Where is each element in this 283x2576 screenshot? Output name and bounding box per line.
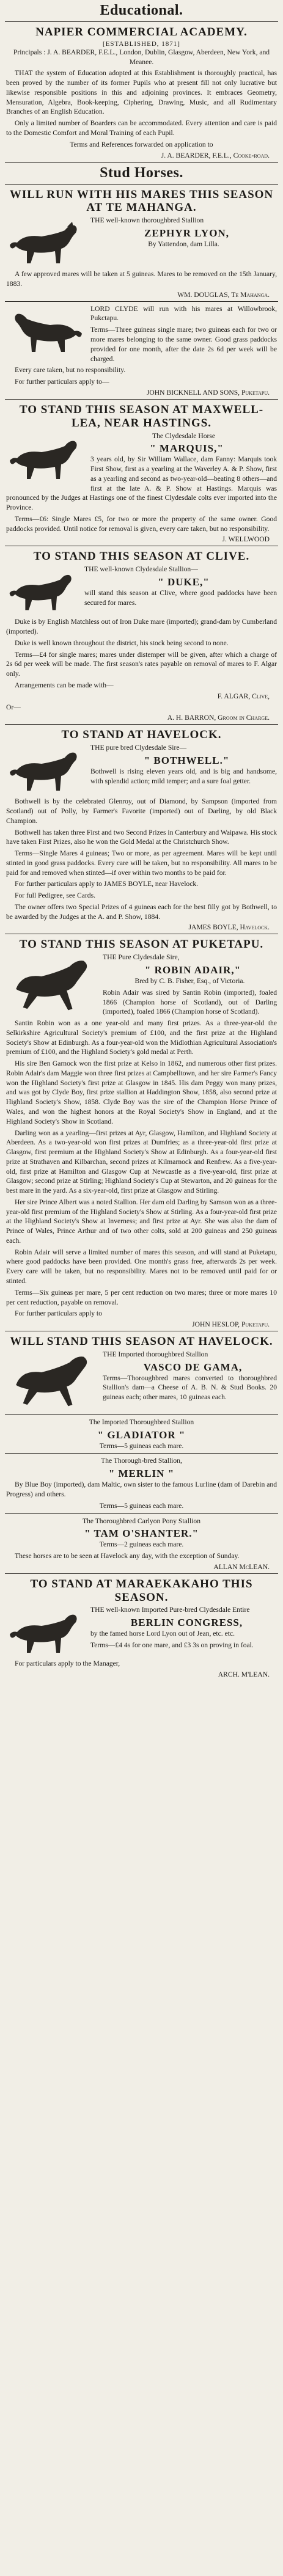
vasco-intro: THE Imported thoroughbred Stallion — [103, 1350, 208, 1358]
marquis-signature: J. WELLWOOD — [222, 535, 270, 544]
bothwell-prizes-text: Bothwell has taken three First and two Second Prizes in Canterbury and Waipawa. His stock have taken First Prizes, also he won the Gold Medal at the Christchurch Show. — [6, 828, 277, 846]
bothwell-title: TO STAND AT HAVELOCK. — [61, 728, 222, 742]
divider — [5, 21, 278, 22]
lord-clyde-risk: Every care taken, but no responsibility. — [15, 366, 126, 375]
tam-terms: Terms—2 guineas each mare. — [99, 1540, 184, 1549]
divider — [5, 1513, 278, 1514]
berlin-intro: THE well-known Imported Pure-bred Clydesdale Entire — [90, 1606, 250, 1614]
berlin-body: by the famed horse Lord Lyon out of Jean, etc. etc. — [90, 1630, 235, 1638]
established-note: [ESTABLISHED, 1871] — [103, 40, 180, 48]
duke-body: will stand this season at Clive, where good paddocks have been secured for mares. — [84, 589, 277, 607]
duke-signature-algar: F. ALGAR, Clive, — [217, 692, 270, 700]
robin-adair-signature: JOHN HESLOP, Puketapu. — [192, 1320, 270, 1329]
robin-adair-ancestry: His sire Ben Garnock won the first prize at Kelso in 1862, and numerous other first prizes. Robin Adair's dam Maggie won three first prizes at Campbelltown, and her sire Farmer's Fancy won the Highland Society's first prize at Glasgow in 1845. His dam Peggy won many prizes, and was got by Clyde Boy, first prize stallion at Haddington Show, 1858, also second prize at Highland Society's Show, 1858. Clyde Boy was the sire of the Champion Horse Prince of Wales, and won the highest honors at the Royal Society's Show in England, and at the Highland Society's Show in Scotland. — [6, 1059, 277, 1125]
principals-text: Principals : J. A. BEARDER, F.E.L., London, Dublin, Glasgow, Aberdeen, New York, and Meanee. — [13, 48, 270, 66]
te-mahanga-intro: THE well-known thoroughbred Stallion — [90, 216, 204, 225]
merlin-horse-name: " MERLIN " — [108, 1468, 175, 1480]
divider — [5, 1414, 278, 1415]
horse-illustration-icon — [6, 218, 86, 268]
merlin-body: By Blue Boy (imported), dam Maltic, own sister to the famous Lurline (dam of Darebin and Progress) and others. — [6, 1480, 277, 1498]
robin-adair-body: Robin Adair was sired by Santin Robin (imported), foaled 1866 (Champion horse of Scotland), out of Darling (imported), foaled 1866 (Champion horse of Scotland). — [103, 988, 277, 1016]
academy-title: NAPIER COMMERCIAL ACADEMY. — [35, 26, 248, 38]
robin-adair-horse-name: " ROBIN ADAIR," — [144, 964, 241, 976]
marquis-body: 3 years old, by Sir William Wallace, dam Fanny: Marquis took First Show, first as a yearling at the Waverley A. & P. Show, first as a yearling and second as two-year-old—beating 8 others—and first at the late A. & P. Show at Hastings. Marquis was pronounced by the Judges at Hastings one of the finest Clydesdale colts ever imported into the Province. — [6, 455, 277, 512]
robin-adair-season: Robin Adair will serve a limited number of mares this season, and will stand at Puketapu, where good paddocks have been provided. One month's grass free, afterwards 2s per week. Every care will be taken, but no responsibility. Mares not to be removed until paid for or stinted. — [6, 1248, 277, 1285]
gladiator-intro: The Imported Thoroughbred Stallion — [89, 1418, 194, 1426]
robin-adair-bred-by: Bred by C. B. Fisher, Esq., of Victoria. — [134, 977, 245, 986]
horse-illustration-icon — [6, 745, 86, 796]
marquis-horse-name: " MARQUIS," — [150, 442, 224, 455]
divider — [5, 399, 278, 400]
te-mahanga-body: A few approved mares will be taken at 5 guineas. Mares to be removed on the 15th January, 1883. — [6, 270, 277, 288]
divider — [5, 301, 278, 302]
robin-adair-sire-record: Santin Robin won as a one year-old and many first prizes. As a three-year-old the Selkirkshire Agricultural Society's premium of £100, and the first prize at the Highland Society's Show at Edinburgh. As a four-year-old won the Midlothian Agricultural Association's premium of £100, and the Highland Society's gold medal at Perth. — [6, 1019, 277, 1056]
lord-clyde-intro: LORD CLYDE will run with his mares at Willowbrook, Pukctapu. — [90, 304, 277, 323]
duke-or: Or— — [6, 703, 21, 711]
bothwell-signature: JAMES BOYLE, Havelock. — [188, 923, 270, 932]
duke-pedigree: Duke is by English Matchless out of Iron Duke mare (imported); grand-dam by Cumberland (imported). — [6, 618, 277, 636]
havelock-closing: These horses are to be seen at Havelock any day, with the exception of Sunday. — [15, 1552, 240, 1561]
divider — [5, 724, 278, 725]
gladiator-horse-name: " GLADIATOR " — [97, 1429, 186, 1441]
bothwell-terms: Terms—Single Mares 4 guineas; Two or more, as per agreement. Mares will be kept until stinted in good grass paddocks. Every care will be taken, but no responsibility. All mares to be paid for and removed when stinted—if over within two months to be paid for. — [6, 849, 277, 877]
te-mahanga-horse-name: ZEPHYR LYON, — [144, 227, 229, 239]
marquis-title: TO STAND THIS SEASON AT MAXWELL-LEA, NEAR HASTINGS. — [19, 403, 264, 430]
merlin-terms: Terms—5 guineas each mare. — [99, 1501, 184, 1510]
berlin-horse-name: BERLIN CONGRESS, — [130, 1617, 243, 1629]
robin-adair-darling-record: Darling won as a yearling—first prizes at Ayr, Glasgow, Hamilton, and Highland Society at Aberdeen. As a two-year-old won first prizes at Dumfries; as a three-year-old first prize at Glasgow, first premium at the Highland Society's Show at Edinburgh. As a four-year-old first prize at Strathaven and Kilbarchan, second prizes at Kilmarnock and Renfrew. As a five-year-old, first prize at Hamilton and Glasgow Cup at Newcastle as a five-year-old, first prize at Glasgow; second prize at Stirling; Highland Society's Cup at Stewarton, and 20 guineas for the best mare in the yard. As a six-year-old, first prize at Glasgow and Stirling. — [6, 1129, 277, 1195]
havelock-title: WILL STAND THIS SEASON AT HAVELOCK. — [10, 1335, 273, 1348]
berlin-apply: For particulars apply to the Manager, — [15, 1659, 120, 1668]
duke-signature-barron: A. H. BARRON, Groom in Charge. — [167, 714, 270, 722]
berlin-signature: ARCH. M'LEAN. — [218, 1670, 270, 1679]
lord-clyde-signature: JOHN BICKNELL AND SONS, Puketapu. — [146, 388, 270, 397]
duke-terms: Terms—£4 for single mares; mares under distemper will be given, after which a charge of 2s 6d per week will be made. The first season's rates payable on removal of mares to F. Algar only. — [6, 650, 277, 678]
bothwell-special-prizes: The owner offers two Special Prizes of 4 guineas each for the best filly got by Bothwell, to be awarded by the Judges at the A. and P. Show, 1884. — [6, 902, 277, 921]
academy-terms: Terms and References forwarded on application to — [70, 140, 213, 148]
bothwell-cards: For full Pedigree, see Cards. — [15, 891, 96, 900]
bothwell-horse-name: " BOTHWELL." — [144, 755, 230, 766]
lord-clyde-body: Terms—Three guineas single mare; two guineas each for two or more mares belonging to the same owner. Good grass paddocks provided for one month, after the date 2s 6d per week will be charged. — [90, 326, 277, 363]
divider — [5, 1573, 278, 1574]
robin-adair-title: TO STAND THIS SEASON AT PUKETAPU. — [19, 938, 264, 951]
robin-adair-prince-albert: Her sire Prince Albert was a noted Stallion. Her dam old Darling by Samson won as a three-year-old first premium of the Highland Society's Show at Stirling. As a four-year-old first prize at the Highland Society's Show at Inverness; and first prize at Ayr. She was also the dam of Prince of Wales, Prince Arthur and of two other colts, sold at 200 guineas and 250 guineas each. — [6, 1198, 277, 1245]
bothwell-intro: THE pure bred Clydesdale Sire— — [90, 744, 187, 752]
marquis-terms: Terms—£6: Single Mares £5, for two or more the property of the same owner. Good paddocks provided. Until notice for removal is given, every care taken, but no responsibility. — [6, 514, 277, 533]
te-mahanga-title: WILL RUN WITH HIS MARES THIS SEASON AT TE MAHANGA. — [9, 188, 274, 214]
horse-illustration-icon — [6, 955, 98, 1016]
academy-signature: J. A. BEARDER, F.E.L., Cooke-road. — [161, 151, 270, 159]
robin-adair-apply: For further particulars apply to — [15, 1309, 102, 1318]
vasco-body: Terms—Thoroughbred mares converted to thoroughbred Stallion's dam—a Cheese of A. B. N. & Stud Books. 20 guineas each; other mares, 10 guineas each. — [103, 1374, 277, 1402]
horse-illustration-icon — [6, 434, 86, 484]
tam-intro: The Thoroughbred Carlyon Pony Stallion — [83, 1517, 200, 1525]
te-mahanga-signature: WM. DOUGLAS, Te Mahanga. — [177, 290, 270, 299]
duke-title: TO STAND THIS SEASON AT CLIVE. — [33, 550, 250, 563]
berlin-terms: Terms—£4 4s for one mare, and £3 3s on proving in foal. — [90, 1641, 254, 1650]
divider — [5, 1453, 278, 1454]
bothwell-pedigree-text: Bothwell is by the celebrated Glenroy, out of Diamond, by Sampson (imported from Scotland) out of Polly, by Farmer's Favorite (imported) out of Darling, by old Black Champion. — [6, 797, 277, 825]
stud-horses-heading: Stud Horses. — [100, 164, 183, 181]
duke-arrangements: Arrangements can be made with— — [15, 681, 114, 689]
bothwell-apply: For further particulars apply to JAMES BOYLE, near Havelock. — [15, 880, 199, 888]
vasco-horse-name: VASCO DE GAMA, — [143, 1361, 243, 1373]
academy-boarders: Only a limited number of Boarders can be accommodated. Every attention and care is paid to the Domestic Comfort and Moral Training of each Pupil. — [6, 119, 277, 137]
gladiator-terms: Terms—5 guineas each mare. — [99, 1441, 184, 1450]
divider — [5, 162, 278, 163]
academy-body: THAT the system of Education adopted at this Establishment is thoroughly practical, has been proved by the number of its former Pupils who at present fill not only lucrative but likewise responsible positions in this and adjoining provinces. It embraces Geometry, Mensuration, Algebra, Book-keeping, Ciphering, Drawing, Music, and all Rudimentary Branches of an English Education. — [6, 69, 277, 116]
horse-illustration-icon — [6, 567, 79, 616]
maraekakaho-title: TO STAND AT MARAEKAKAHO THIS SEASON. — [30, 1577, 253, 1604]
horse-illustration-icon — [6, 1608, 86, 1658]
horse-illustration-icon — [6, 1352, 98, 1411]
robin-adair-terms: Terms—Six guineas per mare, 5 per cent reduction on two mares; three or more mares 10 per cent reduction, payable on removal. — [6, 1288, 277, 1306]
havelock-signature: ALLAN McLEAN. — [213, 1562, 270, 1571]
lord-clyde-apply: For further particulars apply to— — [15, 378, 109, 386]
duke-intro: THE well-known Clydesdale Stallion— — [84, 565, 198, 574]
merlin-intro: The Thorough-bred Stallion, — [101, 1457, 182, 1465]
duke-horse-name: " DUKE," — [158, 576, 210, 588]
duke-known: Duke is well known throughout the district, his stock being second to none. — [15, 639, 229, 647]
bothwell-body: Bothwell is rising eleven years old, and is big and handsome, with splendid action; mild temper; and a sure foal getter. — [90, 767, 277, 785]
tam-horse-name: " TAM O'SHANTER." — [84, 1528, 199, 1540]
horse-illustration-icon — [6, 307, 86, 357]
marquis-intro: The Clydesdale Horse — [152, 431, 216, 440]
robin-adair-intro: THE Pure Clydesdale Sire, — [103, 953, 180, 962]
educational-heading: Educational. — [100, 2, 183, 18]
divider — [5, 184, 278, 185]
te-mahanga-by: By Yattendon, dam Lilla. — [148, 240, 219, 248]
